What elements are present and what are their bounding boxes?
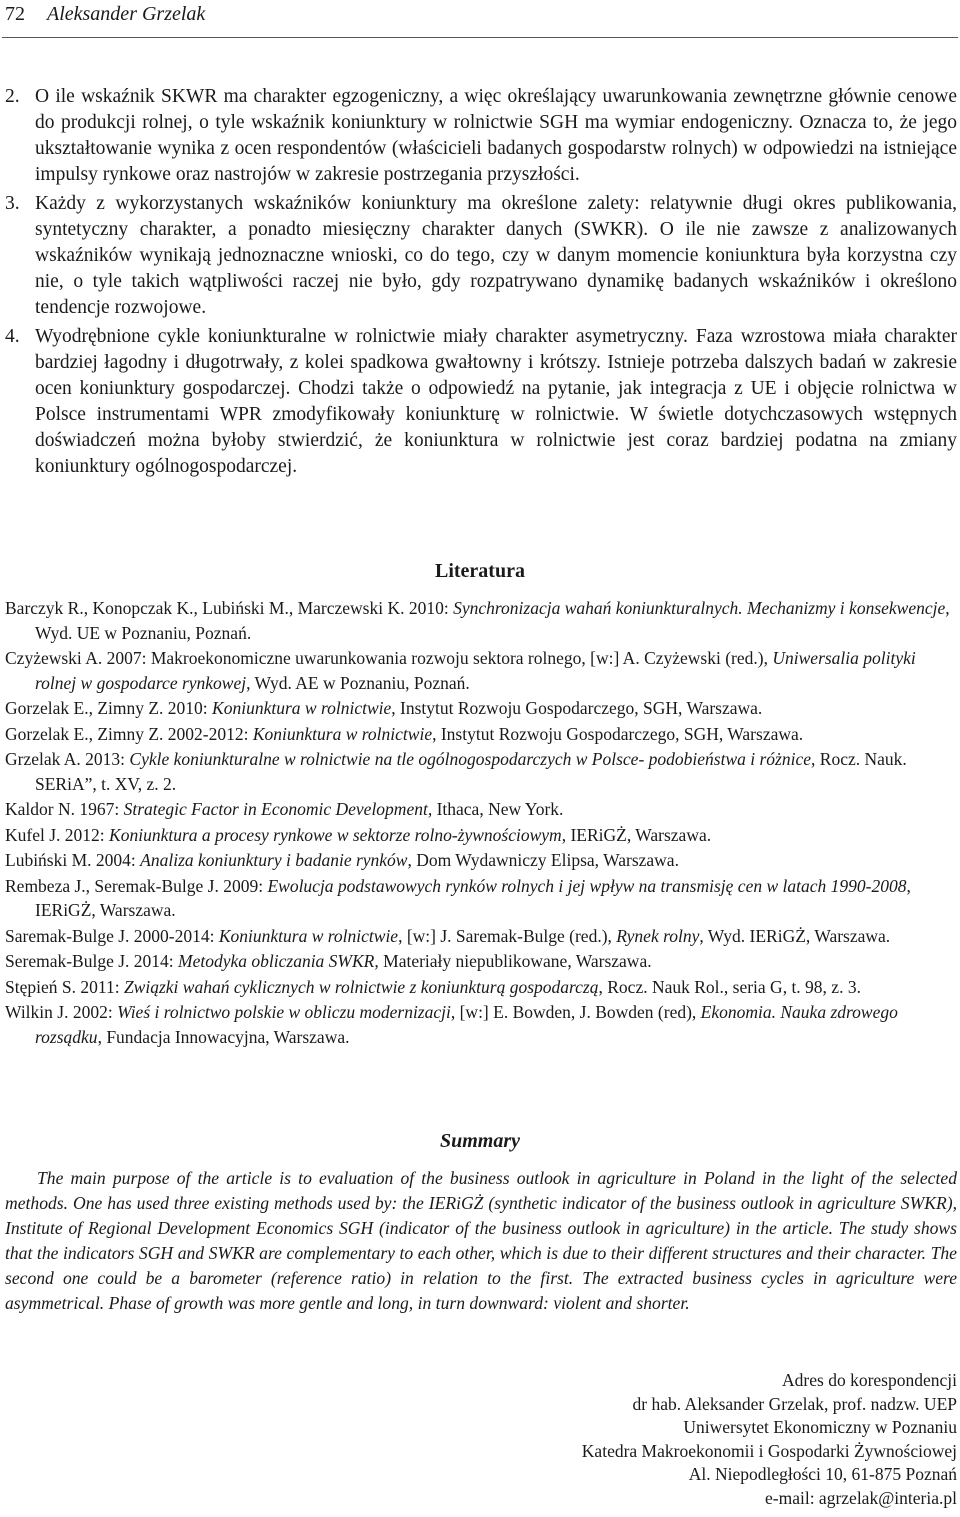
conclusion-text: O ile wskaźnik SKWR ma charakter egzogeniczny, a więc określający uwarunkowania zewnętrzne głównie cenowe do produkcji rolnej, o tyle wskaźnik koniunktury w rolnictwie SGH ma wymiar endogeniczny. Oznacza to, że jego ukształtowanie wynika z ocen respondentów (właścicieli badanych gospodarstw rolnych) w odpowiedzi na istniejące impulsy rynkowe oraz nastrojów w zakresie postrzegania przyszłości. bbox=[35, 86, 957, 185]
conclusion-number: 3. bbox=[5, 193, 20, 214]
reference-title: Ewolucja podstawowych rynków rolnych i jej wpływ na transmisję cen w latach 1990-2008 bbox=[267, 875, 907, 896]
reference-item: Kaldor N. 1967: Strategic Factor in Economic Development, Ithaca, New York. bbox=[5, 799, 564, 819]
address-name: dr hab. Aleksander Grzelak, prof. nadzw. UEP bbox=[632, 1393, 957, 1414]
conclusion-number: 4. bbox=[5, 326, 20, 347]
reference-title: Koniunktura w rolnictwie bbox=[218, 925, 399, 946]
reference-title: Koniunktura a procesy rynkowe w sektorze rolno-żywnościowym bbox=[109, 824, 562, 845]
conclusion-number: 2. bbox=[5, 86, 20, 107]
correspondence-address bbox=[582, 1369, 957, 1511]
conclusion-text: Wyodrębnione cykle koniunkturalne w rolnictwie miały charakter asymetryczny. Faza wzrostowa miała charakter bardziej łagodny i długotrwały, z kolei spadkowa gwałtowny i krótszy. Istnieje potrzeba dalszych badań w zakresie ocen koniunktury gospodarczej. Chodzi także o odpowiedź na pytanie, jak integracja z UE i objęcie rolnictwa w Polsce instrumentami WPR zmodyfikowały koniunkturę w rolnictwie. W świetle dotychczasowych wstępnych doświadczeń można byłoby stwierdzić, że koniunktura w rolnictwie jest coraz bardziej podatna na zmiany koniunktury ogólnogospodarczej. bbox=[35, 326, 957, 477]
reference-item: Seremak-Bulge J. 2014: Metodyka obliczania SWKR, Materiały niepublikowane, Warszawa. bbox=[5, 951, 652, 971]
address-label: Adres do korespondencji bbox=[782, 1370, 957, 1390]
address-department: Katedra Makroekonomii i Gospodarki Żywnościowej bbox=[581, 1440, 957, 1461]
reference-title: Ekonomia. Nauka zdrowego rozsądku bbox=[35, 1002, 898, 1047]
reference-item: Lubiński M. 2004: Analiza koniunktury i badanie rynków, Dom Wydawniczy Elipsa, Warszawa. bbox=[5, 850, 679, 870]
summary-text: The main purpose of the article is to evaluation of the business outlook in agriculture in Poland in the light of the selected methods. One has used three existing methods used by: the IERiGŻ (synthetic indicator of the business outlook in agriculture SWKR), Institute of Regional Development Economics SGH (indicator of the business outlook in agriculture) in the article. The study shows that the indicators SGH and SWKR are complementary to each other, which is due to their different structures and their character. The second one could be a barometer (reference ratio) in relation to the first. The extracted business cycles in agriculture were asymmetrical. Phase of growth was more gentle and long, in turn downward: violent and shorter. bbox=[5, 1168, 957, 1313]
conclusion-item bbox=[5, 191, 957, 321]
reference-title: Synchronizacja wahań koniunkturalnych. Mechanizmy i konsekwencje bbox=[453, 598, 946, 618]
reference-item: Czyżewski A. 2007: Makroekonomiczne uwarunkowania rozwoju sektora rolnego, [w:] A. Czyżewski (red.), Uniwersalia polityki rolnej w gospodarce rynkowej, Wyd. AE w Poznaniu, Poznań. bbox=[5, 648, 916, 693]
reference-title: Koniunktura w rolnictwie bbox=[252, 723, 433, 744]
reference-list bbox=[5, 596, 957, 1050]
running-head bbox=[5, 0, 205, 28]
reference-item: Stępień S. 2011: Związki wahań cyklicznych w rolnictwie z koniunkturą gospodarczą, Rocz. Nauk Rol., seria G, t. 98, z. 3. bbox=[5, 976, 861, 997]
conclusion-item bbox=[5, 324, 957, 480]
header-rule bbox=[2, 37, 958, 38]
conclusion-text: Każdy z wykorzystanych wskaźników koniunktury ma określone zalety: relatywnie długi okres publikowania, syntetyczny charakter, a ponadto miesięczny charakter danych (SWKR). O ile nie zawsze z analizowanych wskaźników wynikają jednoznaczne wnioski, co do tego, czy w danym momencie koniunktura była korzystna czy nie, o tyle takich wątpliwości raczej nie było, gdy rozpatrywano dynamikę badanych wskaźników i określono tendencje rozwojowe. bbox=[35, 193, 957, 318]
reference-item: Barczyk R., Konopczak K., Lubiński M., Marczewski K. 2010: Synchronizacja wahań koniunkturalnych. Mechanizmy i konsekwencje, Wyd. UE w Poznaniu, Poznań. bbox=[5, 598, 950, 643]
literature-heading: Literatura bbox=[435, 560, 525, 582]
running-head-author: Aleksander Grzelak bbox=[47, 3, 206, 25]
reference-item: Rembeza J., Seremak-Bulge J. 2009: Ewolucja podstawowych rynków rolnych i jej wpływ na transmisję cen w latach 1990-2008, IERiGŻ, Warszawa. bbox=[5, 875, 911, 920]
reference-item: Kufel J. 2012: Koniunktura a procesy rynkowe w sektorze rolno-żywnościowym, IERiGŻ, Warszawa. bbox=[5, 824, 712, 845]
address-email: e-mail: agrzelak@interia.pl bbox=[765, 1487, 957, 1508]
page-number: 72 bbox=[5, 3, 25, 25]
conclusions-list bbox=[5, 84, 957, 483]
reference-title: Koniunktura w rolnictwie bbox=[212, 698, 392, 718]
reference-title: Rynek rolny bbox=[616, 925, 700, 946]
reference-title: Związki wahań cyklicznych w rolnictwie z koniunkturą gospodarczą bbox=[123, 976, 599, 997]
address-university: Uniwersytet Ekonomiczny w Poznaniu bbox=[683, 1417, 957, 1438]
reference-title: Metodyka obliczania SWKR, bbox=[178, 951, 379, 971]
reference-item: Saremak-Bulge J. 2000-2014: Koniunktura w rolnictwie, [w:] J. Saremak-Bulge (red.), Rynek rolny, Wyd. IERiGŻ, Warszawa. bbox=[5, 925, 891, 946]
reference-title: Strategic Factor in Economic Development, bbox=[123, 799, 433, 819]
reference-item: Wilkin J. 2002: Wieś i rolnictwo polskie w obliczu modernizacji, [w:] E. Bowden, J. Bowden (red), Ekonomia. Nauka zdrowego rozsądku, Fundacja Innowacyjna, Warszawa. bbox=[5, 1002, 898, 1047]
reference-item: Gorzelak E., Zimny Z. 2002-2012: Koniunktura w rolnictwie, Instytut Rozwoju Gospodarczego, SGH, Warszawa. bbox=[5, 723, 804, 744]
reference-item: Grzelak A. 2013: Cykle koniunkturalne w rolnictwie na tle ogólnogospodarczych w Polsce- podobieństwa i różnice, Rocz. Nauk. SERiA”, t. XV, z. 2. bbox=[5, 749, 907, 794]
conclusion-item bbox=[5, 84, 957, 188]
reference-title: Analiza koniunktury i badanie rynków bbox=[140, 850, 408, 870]
reference-title: Cykle koniunkturalne w rolnictwie na tle ogólnogospodarczych w Polsce- podobieństwa i różnice bbox=[129, 749, 812, 769]
summary-heading: Summary bbox=[439, 1130, 521, 1152]
address-street: Al. Niepodległości 10, 61-875 Poznań bbox=[688, 1464, 957, 1485]
reference-title: Wieś i rolnictwo polskie w obliczu modernizacji bbox=[117, 1002, 451, 1022]
reference-item: Gorzelak E., Zimny Z. 2010: Koniunktura w rolnictwie, Instytut Rozwoju Gospodarczego, SGH, Warszawa. bbox=[5, 698, 763, 718]
reference-title: Uniwersalia polityki rolnej w gospodarce rynkowej bbox=[35, 648, 916, 693]
